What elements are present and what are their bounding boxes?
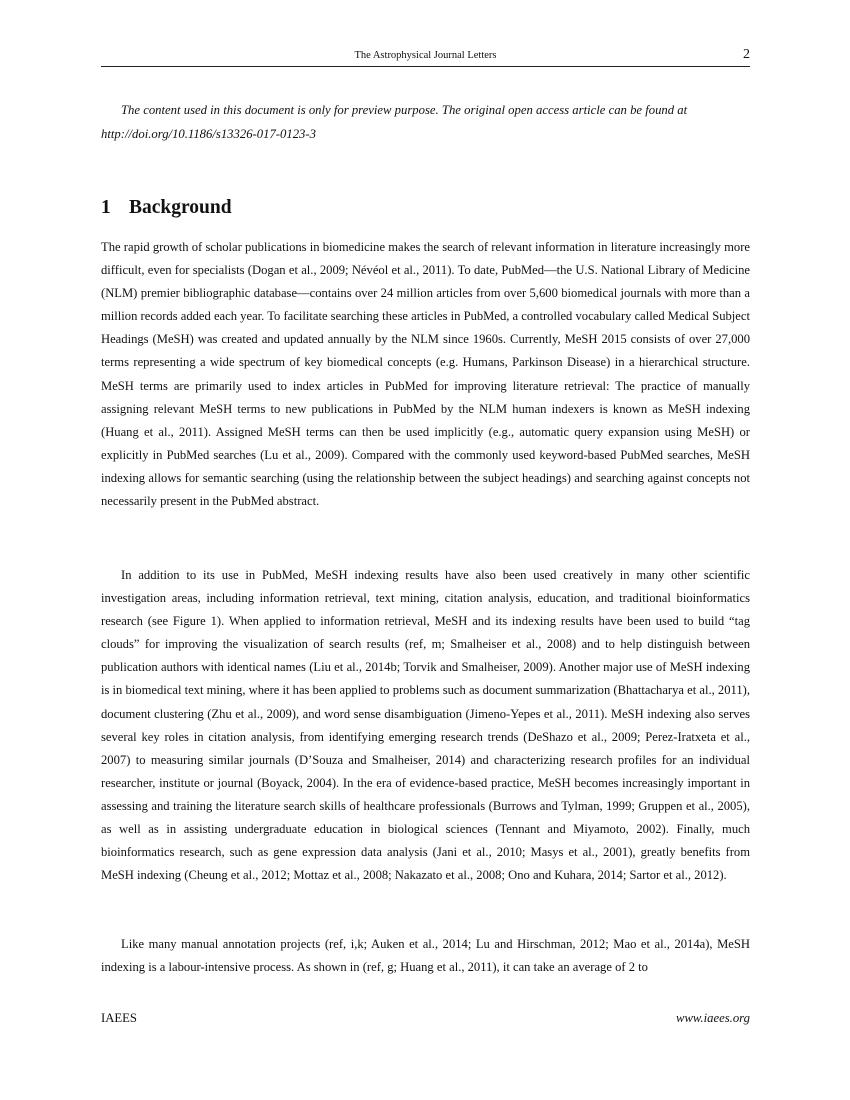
running-header	[101, 46, 750, 67]
section-title: Background	[129, 197, 232, 218]
page-number: 2	[743, 47, 750, 62]
body-paragraph-2: In addition to its use in PubMed, MeSH indexing results have also been used creatively in many other scientific investigation areas, including information retrieval, text mining, citation analysis, education, and traditional bioinformatics research (see Figure 1). When applied to information retrieval, MeSH and its indexing results have been used to build “tag clouds” for improving the visualization of search results (ref, m; Smalheiser et al., 2008) and to help distinguish between publication authors with identical names (Liu et al., 2014b; Torvik and Smalheiser, 2009). Another major use of MeSH indexing is in biomedical text mining, where it has been applied to problems such as document summarization (Bhattacharya et al., 2011), document clustering (Zhu et al., 2009), and word sense disambiguation (Jimeno-Yepes et al., 2011). MeSH indexing also serves several key roles in citation analysis, from identifying emerging research trends (DeShazo et al., 2009; Perez-Iratxeta et al., 2007) to measuring similar journals (D’Souza and Smalheiser, 2014) and characterizing research profiles for an individual researcher, institute or journal (Boyack, 2004). In the era of evidence-based practice, MeSH becomes increasingly important in assessing and training the literature search skills of healthcare professionals (Burrows and Tylman, 1999; Gruppen et al., 2005), as well as in assisting undergraduate education in biological sciences (Tennant and Miyamoto, 2002). Finally, much bioinformatics research, such as gene expression data analysis (Jani et al., 2010; Masys et al., 2001), greatly benefits from MeSH indexing (Cheung et al., 2012; Mottaz et al., 2008; Nakazato et al., 2008; Ono and Kuhara, 2014; Sartor et al., 2012).	[101, 568, 750, 883]
preview-note	[101, 98, 750, 146]
page-footer	[101, 1011, 750, 1029]
body-paragraph-3: Like many manual annotation projects (ref, i,k; Auken et al., 2014; Lu and Hirschman, 2012; Mao et al., 2014a), MeSH indexing is a labour-intensive process. As shown in (ref, g; Huang et al., 2011), it can take an average of 2 to	[101, 937, 750, 975]
footer-publisher: IAEES	[101, 1011, 137, 1025]
journal-name: The Astrophysical Journal Letters	[354, 50, 497, 61]
section-heading	[101, 197, 232, 219]
body-paragraph-1: The rapid growth of scholar publications in biomedicine makes the search of relevant information in literature increasingly more difficult, even for specialists (Dogan et al., 2009; Névéol et al., 2011). To date, PubMed—the U.S. National Library of Medicine (NLM) premier bibliographic database—contains over 24 million articles from over 5,600 biomedical journals with more than a million records added each year. To facilitate searching these articles in PubMed, a controlled vocabulary called Medical Subject Headings (MeSH) was created and updated annually by the NLM since 1960s. Currently, MeSH 2015 consists of over 27,000 terms representing a wide spectrum of key biomedical concepts (e.g. Humans, Parkinson Disease) in a hierarchical structure. MeSH terms are primarily used to index articles in PubMed for improving literature retrieval: The practice of manually assigning relevant MeSH terms to new publications in PubMed by the NLM human indexers is known as MeSH indexing (Huang et al., 2011). Assigned MeSH terms can then be used implicitly (e.g., automatic query expansion using MeSH) or explicitly in PubMed searches (Lu et al., 2009). Compared with the commonly used keyword-based PubMed searches, MeSH indexing allows for semantic searching (using the relationship between the subject headings) and searching against concepts not necessarily present in the PubMed abstract.	[101, 240, 750, 509]
preview-note-text: The content used in this document is only for preview purpose. The original open access article can be found at http://doi.org/10.1186/s13326-017-0123-3	[101, 103, 688, 141]
footer-website: www.iaees.org	[675, 1011, 750, 1025]
section-number: 1	[101, 197, 111, 218]
